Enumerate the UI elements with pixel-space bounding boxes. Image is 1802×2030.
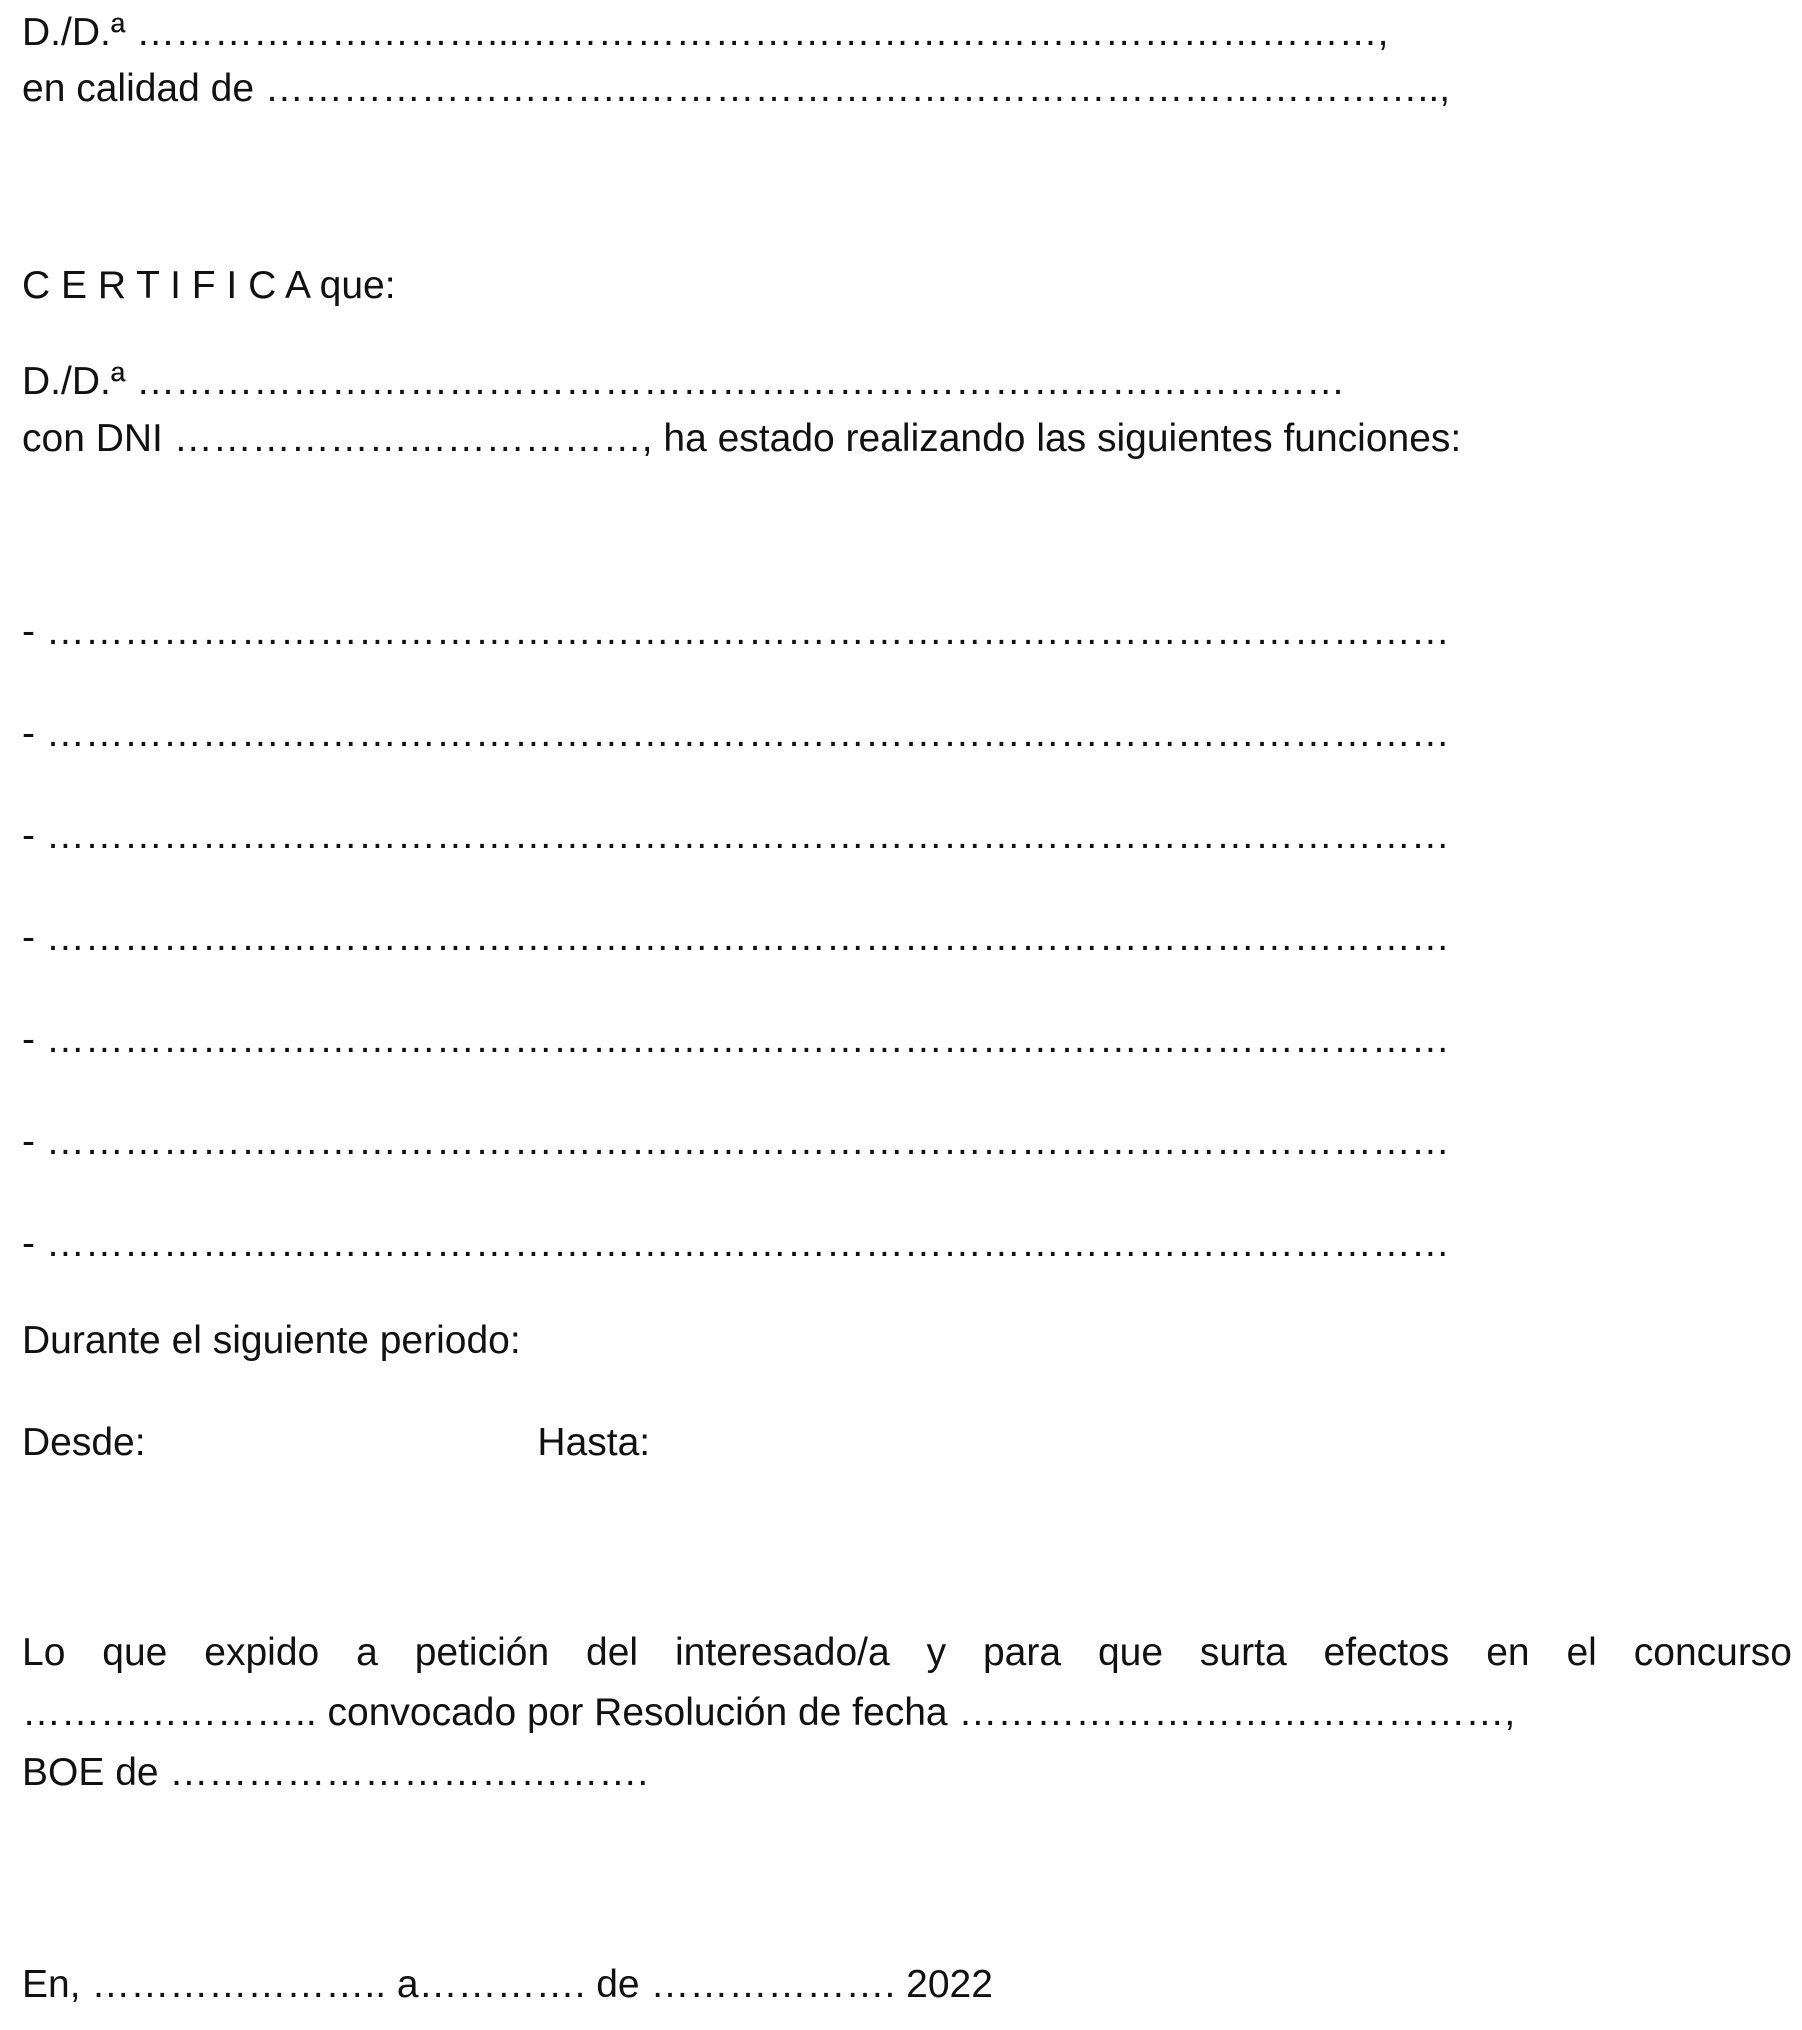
period-range-line bbox=[22, 1420, 1792, 1466]
certifier-capacity-line: en calidad de ………………………..…………………………………………………….., bbox=[22, 67, 1451, 110]
function-line-3: - ……………………………………………………………………………………………… bbox=[22, 814, 1450, 857]
period-heading: Durante el siguiente periodo: bbox=[22, 1319, 521, 1362]
subject-name-line: D./D.ª ………………………………………………………………………………… bbox=[22, 360, 1346, 403]
closing-line-1: Lo que expido a petición del interesado/a y para que surta efectos en el concurso bbox=[22, 1631, 1792, 1674]
closing-line-2: ………………….. convocado por Resolución de fecha ……………………………………, bbox=[22, 1691, 1516, 1734]
closing-line-3: BOE de ………………………………. bbox=[22, 1751, 649, 1794]
function-line-5: - ……………………………………………………………………………………………… bbox=[22, 1018, 1450, 1061]
certifier-name-line: D./D.ª ………………………...…………………………………………………………, bbox=[22, 11, 1389, 54]
function-line-2: - ……………………………………………………………………………………………… bbox=[22, 712, 1450, 755]
function-line-1: - ……………………………………………………………………………………………… bbox=[22, 610, 1450, 653]
signature-place-date: En, ………………….. a…………. de ………………. 2022 bbox=[22, 1963, 993, 2006]
function-line-7: - ……………………………………………………………………………………………… bbox=[22, 1222, 1450, 1265]
period-to-label: Hasta: bbox=[537, 1421, 651, 1464]
function-line-4: - ……………………………………………………………………………………………… bbox=[22, 916, 1450, 959]
certifies-heading: C E R T I F I C A que: bbox=[22, 264, 396, 307]
period-from-label: Desde: bbox=[22, 1421, 146, 1464]
function-line-6: - ……………………………………………………………………………………………… bbox=[22, 1120, 1450, 1163]
subject-dni-line: con DNI ………………………………, ha estado realizando las siguientes funciones: bbox=[22, 417, 1462, 460]
